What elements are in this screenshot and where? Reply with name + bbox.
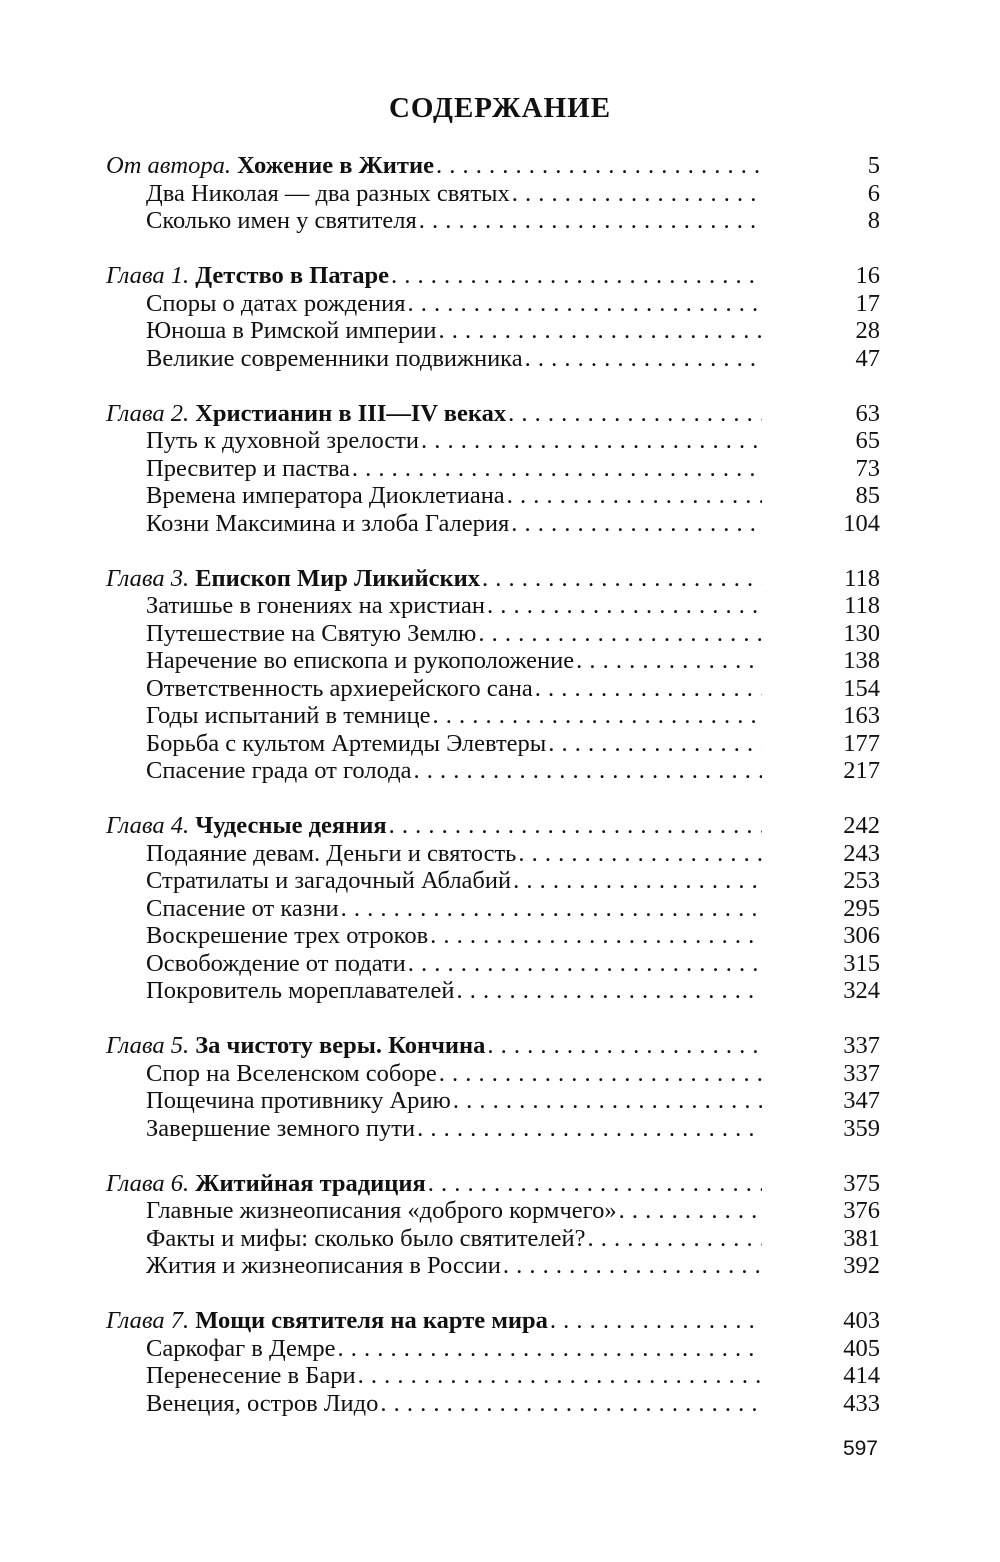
dot-leader [619, 1197, 762, 1225]
section-title: Пресвитер и паства [146, 454, 350, 482]
chapter-label: От автора. [106, 152, 231, 179]
toc-page-number: 118 [844, 592, 880, 619]
toc-page-number: 8 [867, 207, 880, 234]
toc-page-number: 337 [843, 1032, 880, 1059]
toc-page-number: 163 [843, 702, 880, 729]
chapter-label: Глава 2. [106, 399, 190, 427]
dot-leader [453, 1087, 762, 1115]
dot-leader [548, 730, 762, 758]
section-title: Годы испытаний в темнице [146, 702, 431, 729]
section-title: Главные жизнеописания «доброго кормчего» [146, 1197, 617, 1224]
dot-leader [413, 757, 762, 785]
chapter-label: Глава 7. [106, 1307, 190, 1334]
page-number: 597 [842, 1437, 878, 1460]
toc-section-entry [106, 675, 880, 703]
toc-section-entry [106, 950, 880, 978]
section-title: Времена императора Диоклетиана [146, 482, 505, 509]
chapter-title: Епископ Мир Ликийских [195, 564, 481, 592]
toc-chapter-entry [106, 152, 880, 180]
dot-leader [512, 180, 762, 208]
dot-leader [380, 1390, 762, 1418]
dot-leader [439, 1060, 762, 1088]
toc-chapter-entry [106, 812, 880, 840]
section-title: Путь к духовной зрелости [146, 427, 420, 454]
toc-section-entry [106, 757, 880, 785]
chapter-title: За чистоту веры. Кончина [195, 1032, 486, 1059]
chapter-label: Глава 5. [106, 1032, 190, 1059]
toc-chapter-title [106, 1307, 548, 1335]
dot-leader [511, 510, 762, 538]
toc-section-entry [106, 427, 880, 455]
dot-leader [438, 317, 762, 345]
toc-section-entry [106, 895, 880, 923]
toc-section-entry [106, 1197, 880, 1225]
toc-section-entry [106, 1252, 880, 1280]
dot-leader [428, 1170, 762, 1198]
section-title: Завершение земного пути [146, 1114, 416, 1142]
toc-section-entry [106, 345, 880, 373]
toc-section-entry [106, 1362, 880, 1390]
chapter-title: Хожение в Житие [237, 152, 434, 179]
chapter-title: Мощи святителя на карте мира [195, 1307, 548, 1334]
toc-page-number: 85 [855, 482, 880, 509]
section-title: Воскрешение трех отроков [146, 922, 429, 949]
toc-chapter-group [106, 262, 880, 372]
toc-chapter-entry [106, 1032, 880, 1060]
toc-page-number: 17 [855, 289, 880, 317]
toc-section-entry [106, 592, 880, 620]
toc-page-number: 118 [844, 564, 880, 592]
dot-leader [391, 262, 762, 290]
section-title: Споры о датах рождения [146, 289, 406, 317]
toc-chapter-title [106, 152, 434, 180]
section-title: Сколько имен у святителя [146, 207, 417, 234]
dot-leader [408, 950, 762, 978]
chapter-title: Христианин в III—IV веках [195, 399, 507, 427]
toc-page-number: 65 [855, 427, 880, 454]
dot-leader [513, 867, 762, 895]
toc-chapter-group [106, 400, 880, 538]
toc-section-entry [106, 1390, 880, 1418]
toc-page-number: 381 [843, 1224, 880, 1252]
toc-chapter-title [106, 262, 389, 290]
toc-page-number: 5 [867, 152, 880, 179]
toc-chapter-entry [106, 1307, 880, 1335]
section-title: Освобождение от подати [146, 949, 406, 977]
toc-chapter-entry [106, 1170, 880, 1198]
toc-page-number: 28 [855, 317, 880, 344]
dot-leader [482, 565, 762, 593]
dot-leader [478, 620, 762, 648]
section-title: Ответственность архиерейского сана [146, 674, 533, 702]
dot-leader [576, 647, 762, 675]
toc-section-entry [106, 1225, 880, 1253]
toc-section-entry [106, 290, 880, 318]
toc-page-number: 359 [843, 1114, 880, 1142]
toc-page-number: 47 [855, 344, 880, 372]
chapter-label: Глава 6. [106, 1169, 190, 1197]
toc-page-number: 138 [843, 647, 880, 674]
dot-leader [389, 812, 762, 840]
section-title: Спор на Вселенском соборе [146, 1059, 437, 1087]
section-title: Покровитель мореплавателей [146, 977, 455, 1004]
toc-chapter-entry [106, 262, 880, 290]
toc-page-number: 295 [843, 894, 880, 922]
section-title: Юноша в Римской империи [146, 317, 437, 344]
toc-chapter-group [106, 1170, 880, 1280]
toc-page-number: 16 [855, 262, 880, 289]
toc-section-entry [106, 510, 880, 538]
toc-section-entry [106, 922, 880, 950]
section-title: Перенесение в Бари [146, 1362, 356, 1389]
toc-chapter-title [106, 1170, 426, 1198]
toc-chapter-group [106, 812, 880, 1005]
toc-chapter-entry [106, 400, 880, 428]
toc-page-number: 63 [855, 399, 880, 427]
dot-leader [419, 207, 762, 235]
section-title: Великие современники подвижника [146, 344, 523, 372]
chapter-label: Глава 4. [106, 812, 190, 839]
toc-chapter-group [106, 565, 880, 785]
toc-section-entry [106, 1115, 880, 1143]
dot-leader [588, 1225, 762, 1253]
toc-section-entry [106, 317, 880, 345]
toc-section-entry [106, 730, 880, 758]
toc-section-entry [106, 180, 880, 208]
toc-chapter-title [106, 565, 480, 593]
toc-page-number: 6 [867, 179, 880, 207]
toc-section-entry [106, 702, 880, 730]
section-title: Пощечина противнику Арию [146, 1087, 451, 1114]
toc-chapter-group [106, 1032, 880, 1142]
section-title: Путешествие на Святую Землю [146, 619, 477, 647]
dot-leader [487, 592, 762, 620]
dot-leader [487, 1032, 762, 1060]
toc-page-number: 177 [843, 729, 880, 757]
toc-chapter-title [106, 812, 387, 840]
toc-chapter-title [106, 400, 506, 428]
toc-section-entry [106, 840, 880, 868]
dot-leader [430, 922, 762, 950]
toc-chapter-group [106, 1307, 880, 1417]
section-title: Подаяние девам. Деньги и святость [146, 839, 517, 867]
section-title: Козни Максимина и злоба Галерия [146, 509, 510, 537]
toc-chapter-title [106, 1032, 485, 1060]
toc-page-number: 253 [843, 867, 880, 894]
section-title: Жития и жизнеописания в России [146, 1252, 501, 1279]
section-title: Стратилаты и загадочный Аблабий [146, 867, 512, 894]
dot-leader [525, 345, 762, 373]
toc-section-entry [106, 1060, 880, 1088]
chapter-label: Глава 1. [106, 262, 190, 289]
toc-page-number: 243 [843, 839, 880, 867]
dot-leader [508, 400, 762, 428]
toc-page-number: 217 [843, 757, 880, 784]
dot-leader [417, 1115, 762, 1143]
toc-page-number: 306 [843, 922, 880, 949]
dot-leader [503, 1252, 762, 1280]
toc-page-number: 242 [843, 812, 880, 839]
dot-leader [338, 1335, 762, 1363]
section-title: Спасение от казни [146, 894, 339, 922]
dot-leader [550, 1307, 762, 1335]
toc-section-entry [106, 1087, 880, 1115]
dot-leader [352, 455, 762, 483]
toc-section-entry [106, 207, 880, 235]
toc-page-number: 324 [843, 977, 880, 1004]
toc-page-number: 315 [843, 949, 880, 977]
toc-section-entry [106, 482, 880, 510]
section-title: Венеция, остров Лидо [146, 1389, 379, 1417]
dot-leader [507, 482, 762, 510]
toc-page-number: 104 [843, 509, 880, 537]
toc-page-number: 130 [843, 619, 880, 647]
toc-chapter-entry [106, 565, 880, 593]
chapter-label: Глава 3. [106, 564, 190, 592]
dot-leader [535, 675, 762, 703]
section-title: Два Николая — два разных святых [146, 179, 510, 207]
toc-section-entry [106, 455, 880, 483]
section-title: Факты и мифы: сколько было святителей? [146, 1224, 586, 1252]
toc-page-number: 347 [843, 1087, 880, 1114]
toc-page-number: 154 [843, 674, 880, 702]
section-title: Саркофаг в Демре [146, 1334, 336, 1362]
section-title: Борьба с культом Артемиды Элевтеры [146, 729, 547, 757]
dot-leader [457, 977, 763, 1005]
dot-leader [433, 702, 763, 730]
toc-section-entry [106, 620, 880, 648]
toc-section-entry [106, 1335, 880, 1363]
toc-page-number: 392 [843, 1252, 880, 1279]
toc-page-number: 73 [855, 454, 880, 482]
chapter-title: Детство в Патаре [195, 262, 390, 289]
section-title: Затишье в гонениях на христиан [146, 592, 486, 619]
dot-leader [421, 427, 762, 455]
toc-page-number: 403 [843, 1307, 880, 1334]
toc-section-entry [106, 977, 880, 1005]
toc-page-number: 337 [843, 1059, 880, 1087]
toc-page-number: 433 [843, 1389, 880, 1417]
section-title: Наречение во епископа и рукоположение [146, 647, 575, 674]
chapter-title: Чудесные деяния [195, 812, 387, 839]
page-title: СОДЕРЖАНИЕ [388, 92, 612, 124]
dot-leader [518, 840, 762, 868]
toc-page-number: 405 [843, 1334, 880, 1362]
dot-leader [341, 895, 762, 923]
toc-page-number: 376 [843, 1197, 880, 1224]
toc-chapter-group [106, 152, 880, 235]
dot-leader [436, 152, 762, 180]
toc-section-entry [106, 867, 880, 895]
table-of-contents [106, 152, 880, 1445]
dot-leader [408, 290, 762, 318]
toc-page-number: 414 [843, 1362, 880, 1389]
dot-leader [358, 1362, 762, 1390]
chapter-title: Житийная традиция [195, 1169, 426, 1197]
section-title: Спасение града от голода [146, 757, 412, 784]
toc-section-entry [106, 647, 880, 675]
toc-page-number: 375 [843, 1169, 880, 1197]
